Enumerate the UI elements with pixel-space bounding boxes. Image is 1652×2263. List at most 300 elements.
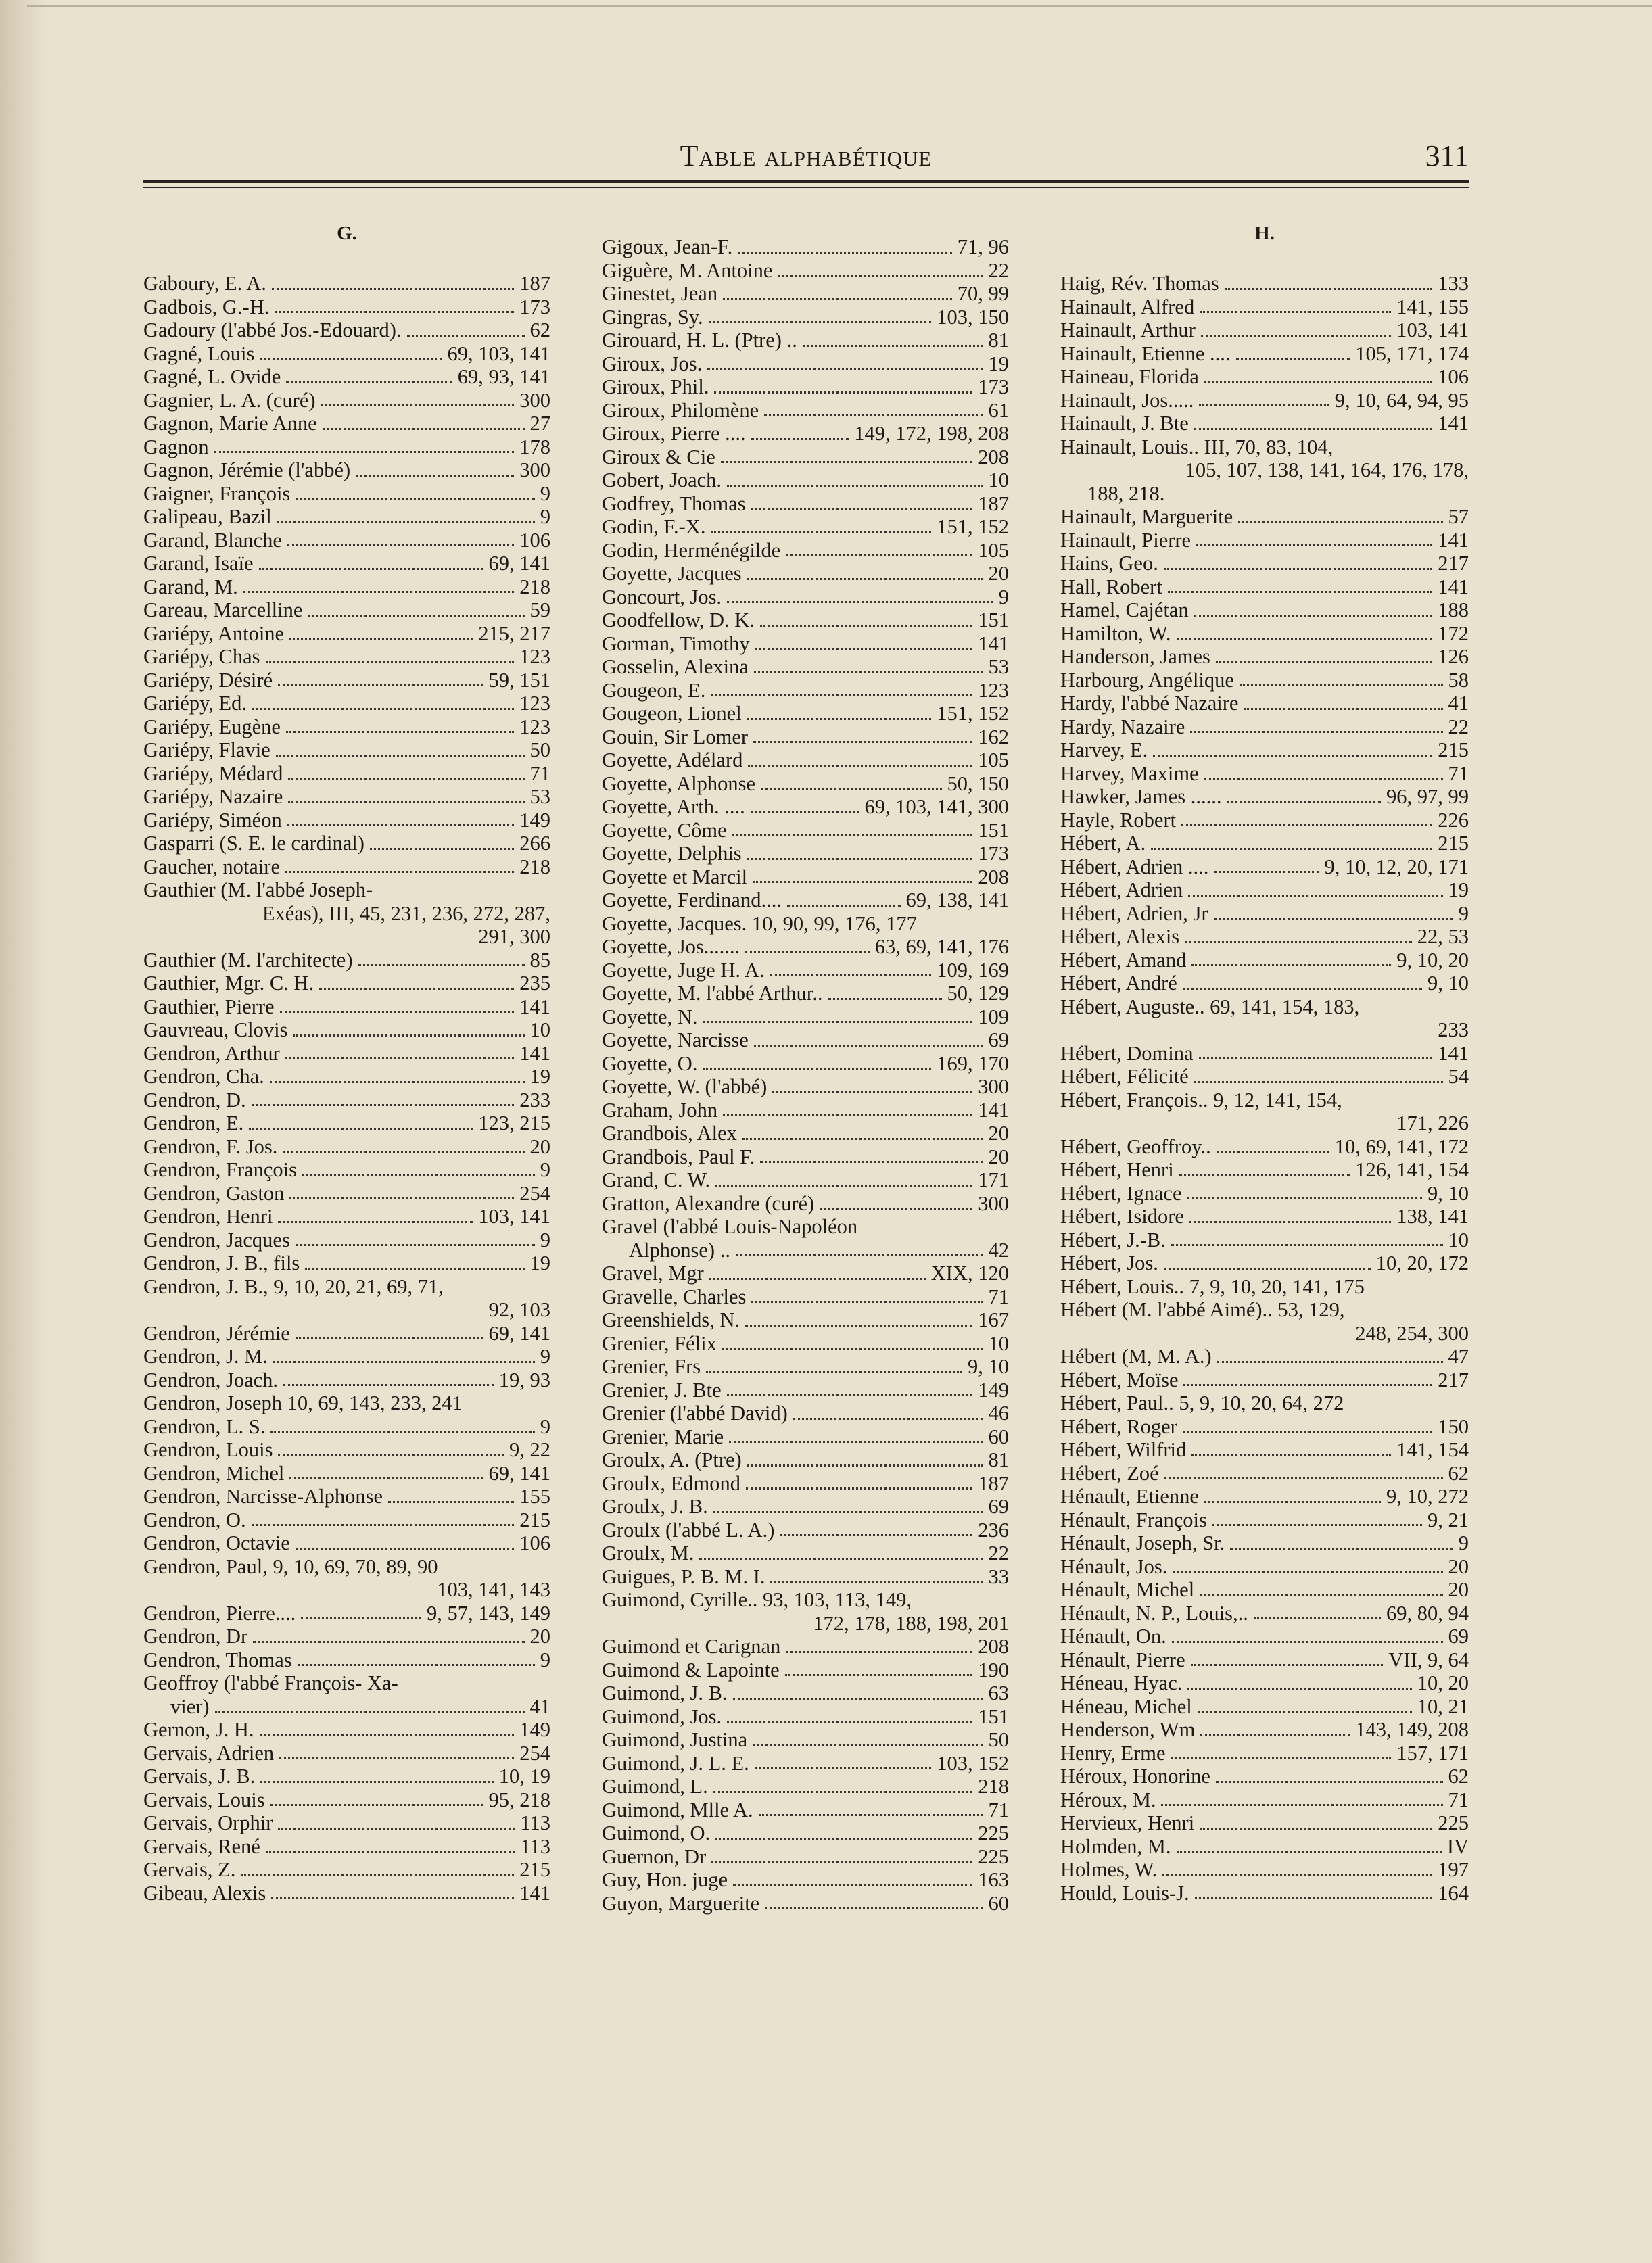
entry-pages: 9 bbox=[540, 1648, 550, 1671]
dot-leader bbox=[277, 521, 535, 523]
entry-line bbox=[143, 1112, 550, 1135]
entry-line bbox=[1060, 412, 1469, 435]
entry-line bbox=[602, 235, 1009, 259]
entry-pages: XIX, 120 bbox=[930, 1262, 1009, 1285]
entry-name: Gendron, Narcisse-Alphonse bbox=[143, 1485, 383, 1508]
entry-name: Garand, Isaïe bbox=[143, 552, 254, 575]
entry-pages: 141 bbox=[519, 1881, 550, 1905]
entry-line bbox=[143, 1811, 550, 1835]
index-entry bbox=[143, 529, 550, 552]
index-entry bbox=[143, 575, 550, 599]
entry-name: Gougeon, E. bbox=[602, 678, 706, 702]
entry-line bbox=[143, 878, 550, 902]
entry-name: Holmes, W. bbox=[1060, 1858, 1158, 1881]
dot-leader bbox=[751, 438, 849, 440]
entry-continuation: 188, 218. bbox=[1087, 481, 1165, 505]
entry-line bbox=[1060, 1835, 1469, 1859]
entry-line bbox=[143, 1205, 550, 1229]
entry-name: Hénault, Pierre bbox=[1060, 1648, 1185, 1671]
dot-leader bbox=[1199, 404, 1329, 406]
entry-pages: 20 bbox=[529, 1135, 550, 1158]
entry-pages: 69 bbox=[988, 1028, 1009, 1051]
entry-name: Gervais, René bbox=[143, 1834, 260, 1858]
dot-leader bbox=[1183, 988, 1422, 990]
entry-line bbox=[602, 586, 1009, 609]
entry-name: Hébert (M. l'abbé Aimé).. 53, 129, bbox=[1060, 1298, 1345, 1321]
entry-line bbox=[143, 412, 550, 435]
index-entry bbox=[602, 1868, 1009, 1892]
index-entry bbox=[602, 469, 1009, 492]
dot-leader bbox=[747, 1464, 983, 1467]
dot-leader bbox=[308, 615, 524, 617]
entry-line bbox=[143, 809, 550, 832]
entry-pages: 123, 215 bbox=[478, 1112, 550, 1135]
dot-leader bbox=[1191, 1664, 1384, 1666]
entry-line bbox=[143, 552, 550, 575]
header-rule bbox=[143, 180, 1469, 183]
entry-line bbox=[1060, 738, 1469, 762]
dot-leader bbox=[298, 1664, 535, 1666]
entry-pages: 123 bbox=[978, 678, 1009, 702]
entry-line bbox=[602, 1425, 1009, 1449]
index-entry bbox=[143, 645, 550, 669]
dot-leader bbox=[287, 824, 515, 826]
entry-pages: 10 bbox=[988, 469, 1009, 492]
entry-line bbox=[602, 1682, 1009, 1705]
entry-continuation: 103, 141, 143 bbox=[437, 1578, 550, 1601]
dot-leader bbox=[278, 684, 483, 686]
entry-continuation-line bbox=[1060, 482, 1469, 506]
header-rule-thin bbox=[143, 187, 1469, 188]
dot-leader bbox=[1164, 568, 1432, 570]
entry-line bbox=[1060, 925, 1469, 949]
entry-pages: 10, 21 bbox=[1417, 1694, 1469, 1718]
dot-leader bbox=[1195, 1897, 1433, 1899]
entry-line bbox=[143, 1252, 550, 1275]
dot-leader bbox=[319, 988, 514, 990]
entry-name: Hébert, Paul.. 5, 9, 10, 20, 64, 272 bbox=[1060, 1391, 1344, 1414]
index-entry bbox=[1060, 318, 1469, 342]
entry-line bbox=[143, 855, 550, 879]
entry-name: Hébert, Félicité bbox=[1060, 1065, 1189, 1088]
index-entry bbox=[143, 1882, 550, 1905]
entry-line bbox=[1060, 529, 1469, 552]
entry-name: Goyette, W. (l'abbé) bbox=[602, 1075, 768, 1098]
dot-leader bbox=[751, 508, 973, 510]
entry-name: Gravel, Mgr bbox=[602, 1262, 704, 1285]
entry-name: Gariépy, Nazaire bbox=[143, 785, 283, 808]
entry-name: Gagné, L. Ovide bbox=[143, 365, 281, 388]
section-heading: H. bbox=[1254, 222, 1275, 244]
entry-name: Gariépy, Flavie bbox=[143, 738, 270, 761]
entry-pages: 81 bbox=[988, 1448, 1009, 1471]
entry-line bbox=[143, 342, 550, 366]
dot-leader bbox=[296, 498, 534, 500]
dot-leader bbox=[1196, 544, 1432, 546]
section-heading: G. bbox=[337, 222, 357, 244]
entry-pages: 215 bbox=[519, 1508, 550, 1531]
index-entry bbox=[1060, 412, 1469, 435]
entry-pages: 187 bbox=[978, 1471, 1009, 1495]
dot-leader bbox=[279, 1757, 514, 1759]
index-entry bbox=[143, 1229, 550, 1252]
index-entry bbox=[143, 622, 550, 646]
entry-line bbox=[143, 1322, 550, 1345]
entry-pages: 9, 10, 12, 20, 171 bbox=[1324, 855, 1469, 878]
dot-leader bbox=[753, 1744, 983, 1746]
entry-pages: 217 bbox=[1438, 552, 1469, 575]
index-entry bbox=[1060, 1135, 1469, 1159]
entry-name: Gauthier (M. l'abbé Joseph- bbox=[143, 878, 373, 901]
entry-name: Héneau, Michel bbox=[1060, 1694, 1192, 1718]
entry-line bbox=[143, 1671, 550, 1695]
dot-leader bbox=[296, 1548, 514, 1550]
index-entry bbox=[1060, 645, 1469, 669]
entry-name: Gauthier (M. l'architecte) bbox=[143, 948, 353, 972]
dot-leader bbox=[1161, 1804, 1442, 1806]
dot-leader bbox=[760, 625, 972, 627]
entry-pages: 9, 10 bbox=[968, 1355, 1009, 1378]
entry-pages: 143, 149, 208 bbox=[1355, 1718, 1469, 1741]
dot-leader bbox=[296, 1337, 483, 1339]
entry-name: Hall, Robert bbox=[1060, 575, 1162, 598]
entry-pages: 70, 99 bbox=[957, 282, 1009, 305]
entry-pages: 141 bbox=[519, 1041, 550, 1065]
entry-name: Gendron, Joach. bbox=[143, 1368, 279, 1391]
entry-line bbox=[602, 959, 1009, 982]
entry-name: Godfrey, Thomas bbox=[602, 492, 746, 515]
entry-pages: 9 bbox=[540, 481, 550, 505]
dot-leader bbox=[1214, 918, 1453, 920]
entry-pages: 9 bbox=[540, 1345, 550, 1368]
dot-leader bbox=[287, 544, 514, 546]
index-entry bbox=[143, 598, 550, 622]
entry-pages: 9 bbox=[1458, 1531, 1469, 1554]
entry-line bbox=[602, 469, 1009, 492]
index-entry bbox=[1060, 1275, 1469, 1299]
index-entry bbox=[143, 832, 550, 855]
index-entry bbox=[1060, 342, 1469, 366]
index-entry bbox=[602, 772, 1009, 796]
entry-line bbox=[602, 655, 1009, 679]
entry-pages: 109 bbox=[978, 1005, 1009, 1028]
dot-leader bbox=[285, 871, 514, 873]
index-entry bbox=[143, 389, 550, 412]
entry-name: Gendron, O. bbox=[143, 1508, 246, 1531]
entry-name: Gariépy, Médard bbox=[143, 761, 283, 785]
entry-line bbox=[1060, 1602, 1469, 1625]
entry-pages: 69, 80, 94 bbox=[1386, 1601, 1469, 1625]
dot-leader bbox=[289, 1477, 483, 1479]
entry-name: Gendron, Jacques bbox=[143, 1228, 290, 1252]
index-entry bbox=[602, 1262, 1009, 1285]
index-entry bbox=[1060, 365, 1469, 389]
entry-line bbox=[1060, 645, 1469, 669]
dot-leader bbox=[747, 578, 983, 580]
entry-name: Goncourt, Jos. bbox=[602, 585, 722, 609]
entry-name: Gaigner, François bbox=[143, 481, 291, 505]
entry-name: Hainault, Jos..... bbox=[1060, 388, 1194, 412]
entry-line bbox=[602, 1728, 1009, 1752]
entry-continuation: 105, 107, 138, 141, 164, 176, 178, bbox=[1185, 458, 1469, 481]
index-entry bbox=[143, 1811, 550, 1835]
entry-name: Gagnon, Jérémie (l'abbé) bbox=[143, 458, 351, 481]
entry-line bbox=[143, 1391, 550, 1415]
entry-name: Goyette, Narcisse bbox=[602, 1028, 749, 1051]
entry-name: Ginestet, Jean bbox=[602, 282, 718, 305]
index-entry bbox=[1060, 1788, 1469, 1812]
entry-line bbox=[602, 1402, 1009, 1425]
entry-line bbox=[143, 669, 550, 692]
entry-line bbox=[602, 1285, 1009, 1309]
dot-leader bbox=[278, 1454, 504, 1456]
dot-leader bbox=[1200, 311, 1391, 313]
entry-name: Hainault, Louis.. III, 70, 83, 104, bbox=[1060, 435, 1334, 458]
index-entry bbox=[602, 1752, 1009, 1776]
entry-name: Gendron, J. B., 9, 10, 20, 21, 69, 71, bbox=[143, 1275, 444, 1298]
dot-leader bbox=[723, 1114, 972, 1116]
entry-name: Gouin, Sir Lomer bbox=[602, 725, 749, 748]
entry-line bbox=[602, 259, 1009, 283]
entry-line bbox=[602, 1028, 1009, 1052]
dot-leader bbox=[1238, 521, 1442, 523]
index-entry bbox=[602, 1145, 1009, 1169]
entry-name: Henry, Erme bbox=[1060, 1741, 1166, 1765]
entry-pages: 138, 141 bbox=[1396, 1205, 1469, 1228]
entry-line bbox=[143, 1602, 550, 1625]
index-entry bbox=[143, 1205, 550, 1229]
dot-leader bbox=[759, 1814, 983, 1816]
entry-pages: 69, 138, 141 bbox=[905, 888, 1009, 911]
dot-leader bbox=[283, 1151, 524, 1153]
dot-leader bbox=[1194, 428, 1433, 430]
entry-pages: 126, 141, 154 bbox=[1355, 1158, 1469, 1181]
entry-pages: 46 bbox=[988, 1402, 1009, 1425]
entry-pages: 85 bbox=[529, 948, 550, 972]
dot-leader bbox=[214, 451, 515, 453]
entry-line bbox=[602, 935, 1009, 959]
dot-leader bbox=[1198, 1711, 1412, 1713]
dot-leader bbox=[714, 391, 972, 394]
index-entry bbox=[1060, 1345, 1469, 1368]
dot-leader bbox=[1217, 1361, 1443, 1363]
dot-leader bbox=[787, 905, 901, 907]
entry-name: Gendron, Pierre.... bbox=[143, 1601, 296, 1625]
entry-line bbox=[1060, 902, 1469, 926]
index-entry bbox=[1060, 389, 1469, 412]
entry-pages: 113 bbox=[520, 1811, 550, 1834]
entry-pages: 50 bbox=[988, 1728, 1009, 1751]
entry-line bbox=[1060, 389, 1469, 412]
entry-pages: 126 bbox=[1438, 645, 1469, 668]
entry-name: Goyette, Côme bbox=[602, 818, 727, 842]
entry-pages: 81 bbox=[988, 329, 1009, 352]
entry-line bbox=[602, 865, 1009, 889]
index-entry bbox=[1060, 505, 1469, 529]
dot-leader bbox=[1177, 1851, 1442, 1853]
entry-name: Gendron, Louis bbox=[143, 1438, 273, 1461]
entry-line bbox=[1060, 1042, 1469, 1066]
index-entry bbox=[143, 1671, 550, 1718]
entry-line bbox=[602, 375, 1009, 399]
entry-pages: 172 bbox=[1438, 621, 1469, 645]
index-entry bbox=[1060, 1415, 1469, 1439]
dot-leader bbox=[260, 1781, 494, 1783]
index-entry bbox=[602, 1425, 1009, 1449]
entry-line bbox=[143, 738, 550, 762]
entry-line bbox=[1060, 878, 1469, 902]
entry-line bbox=[143, 995, 550, 1019]
entry-line bbox=[143, 1462, 550, 1485]
entry-name: Handerson, James bbox=[1060, 645, 1210, 668]
entry-line bbox=[602, 1892, 1009, 1915]
entry-line bbox=[602, 282, 1009, 306]
entry-line bbox=[1060, 949, 1469, 972]
dot-leader bbox=[243, 591, 514, 593]
entry-line bbox=[602, 1775, 1009, 1799]
entry-name: Groulx (l'abbé L. A.) bbox=[602, 1518, 775, 1542]
dot-leader bbox=[1179, 1174, 1350, 1176]
entry-line bbox=[143, 1788, 550, 1812]
entry-pages: 71 bbox=[1448, 1788, 1469, 1811]
dot-leader bbox=[715, 1185, 972, 1187]
entry-pages: 9 bbox=[1458, 901, 1469, 925]
index-entry bbox=[1060, 1602, 1469, 1625]
entry-line bbox=[602, 1145, 1009, 1169]
entry-line bbox=[143, 1065, 550, 1089]
entry-line bbox=[602, 399, 1009, 423]
entry-pages: 10, 19 bbox=[498, 1765, 550, 1788]
dot-leader bbox=[786, 554, 972, 556]
index-entry bbox=[143, 1531, 550, 1555]
entry-name: Guimond, J. B. bbox=[602, 1682, 728, 1705]
dot-leader bbox=[215, 1711, 525, 1713]
entry-name: Gravel (l'abbé Louis-Napoléon bbox=[602, 1215, 858, 1238]
entry-line bbox=[602, 1448, 1009, 1472]
entry-pages: 197 bbox=[1438, 1858, 1469, 1881]
entry-line bbox=[143, 1531, 550, 1555]
entry-line bbox=[143, 598, 550, 622]
index-entry bbox=[602, 329, 1009, 352]
index-entry bbox=[143, 669, 550, 692]
index-entry bbox=[1060, 878, 1469, 902]
entry-name: Hébert, Zoé bbox=[1060, 1461, 1159, 1485]
entry-pages: 22 bbox=[988, 1542, 1009, 1565]
index-entry bbox=[602, 1028, 1009, 1052]
index-entry bbox=[143, 295, 550, 319]
page-gutter-shadow bbox=[0, 0, 47, 2263]
entry-name: Gingras, Sy. bbox=[602, 305, 703, 329]
index-entry bbox=[143, 1391, 550, 1415]
index-entry bbox=[1060, 692, 1469, 715]
entry-pages: 50, 150 bbox=[947, 771, 1009, 795]
entry-line bbox=[1060, 1625, 1469, 1648]
index-entry bbox=[1060, 435, 1469, 506]
dot-leader bbox=[271, 1897, 514, 1899]
dot-leader bbox=[745, 951, 870, 953]
entry-continuation: vier) bbox=[170, 1694, 210, 1718]
entry-pages: 225 bbox=[978, 1844, 1009, 1868]
entry-name: Guimond, Jos. bbox=[602, 1705, 722, 1728]
entry-name: Gariépy, Eugène bbox=[143, 715, 281, 738]
entry-name: Hamel, Cajétan bbox=[1060, 598, 1189, 621]
entry-name: Gendron, J. B., fils bbox=[143, 1252, 300, 1275]
entry-line bbox=[1060, 1158, 1469, 1182]
entry-line bbox=[143, 505, 550, 529]
entry-continuation-line bbox=[143, 1695, 550, 1719]
entry-pages: 50, 129 bbox=[947, 982, 1009, 1005]
dot-leader bbox=[289, 638, 473, 640]
entry-name: Hould, Louis-J. bbox=[1060, 1881, 1189, 1905]
entry-pages: 141 bbox=[978, 1098, 1009, 1122]
index-entry bbox=[143, 1835, 550, 1859]
entry-name: Gendron, D. bbox=[143, 1088, 246, 1112]
index-entry bbox=[602, 1728, 1009, 1752]
entry-name: Gendron, Octavie bbox=[143, 1531, 290, 1554]
index-entry bbox=[602, 1379, 1009, 1402]
index-entry bbox=[602, 259, 1009, 283]
index-entry bbox=[602, 632, 1009, 656]
dot-leader bbox=[738, 252, 952, 254]
entry-name: Hains, Geo. bbox=[1060, 552, 1158, 575]
entry-line bbox=[1060, 1578, 1469, 1602]
entry-name: Gariépy, Ed. bbox=[143, 692, 247, 715]
entry-pages: 218 bbox=[519, 855, 550, 878]
dot-leader bbox=[1217, 1151, 1329, 1153]
entry-name: Gendron, J. M. bbox=[143, 1345, 268, 1368]
entry-name: Gauvreau, Clovis bbox=[143, 1018, 288, 1041]
entry-line bbox=[143, 1625, 550, 1648]
entry-pages: 173 bbox=[519, 295, 550, 318]
index-entry bbox=[602, 1308, 1009, 1332]
entry-line bbox=[1060, 1415, 1469, 1439]
entry-line bbox=[602, 329, 1009, 352]
entry-line bbox=[602, 352, 1009, 376]
dot-leader bbox=[1227, 801, 1381, 803]
entry-name: Gervais, J. B. bbox=[143, 1765, 256, 1788]
entry-name: Garand, Blanche bbox=[143, 528, 282, 552]
entry-pages: 58 bbox=[1448, 668, 1469, 692]
index-entry bbox=[1060, 995, 1469, 1042]
entry-line bbox=[1060, 1391, 1469, 1415]
entry-pages: 254 bbox=[519, 1181, 550, 1205]
dot-leader bbox=[270, 1431, 534, 1433]
index-entry bbox=[143, 1065, 550, 1089]
entry-pages: 162 bbox=[978, 725, 1009, 748]
entry-pages: 151 bbox=[978, 818, 1009, 842]
entry-line bbox=[143, 482, 550, 506]
entry-name: Gaboury, E. A. bbox=[143, 272, 266, 295]
dot-leader bbox=[1201, 335, 1391, 337]
index-entry bbox=[1060, 1089, 1469, 1135]
index-entry bbox=[143, 1765, 550, 1788]
entry-name: Goyette, M. l'abbé Arthur.. bbox=[602, 982, 823, 1005]
entry-pages: 69 bbox=[1448, 1625, 1469, 1648]
entry-pages: 62 bbox=[1448, 1765, 1469, 1788]
entry-line bbox=[1060, 762, 1469, 786]
entry-pages: 9 bbox=[540, 1228, 550, 1252]
entry-pages: 71 bbox=[988, 1285, 1009, 1308]
index-entry bbox=[602, 679, 1009, 702]
entry-name: Goyette, Jacques. 10, 90, 99, 176, 177 bbox=[602, 911, 917, 935]
entry-name: Goyette et Marcil bbox=[602, 865, 748, 888]
entry-line bbox=[143, 762, 550, 786]
entry-line bbox=[143, 1648, 550, 1672]
entry-name: Hainault, Marguerite bbox=[1060, 505, 1233, 528]
dot-leader bbox=[1177, 638, 1433, 640]
dot-leader bbox=[1230, 1548, 1453, 1550]
entry-pages: 105, 171, 174 bbox=[1355, 341, 1469, 365]
